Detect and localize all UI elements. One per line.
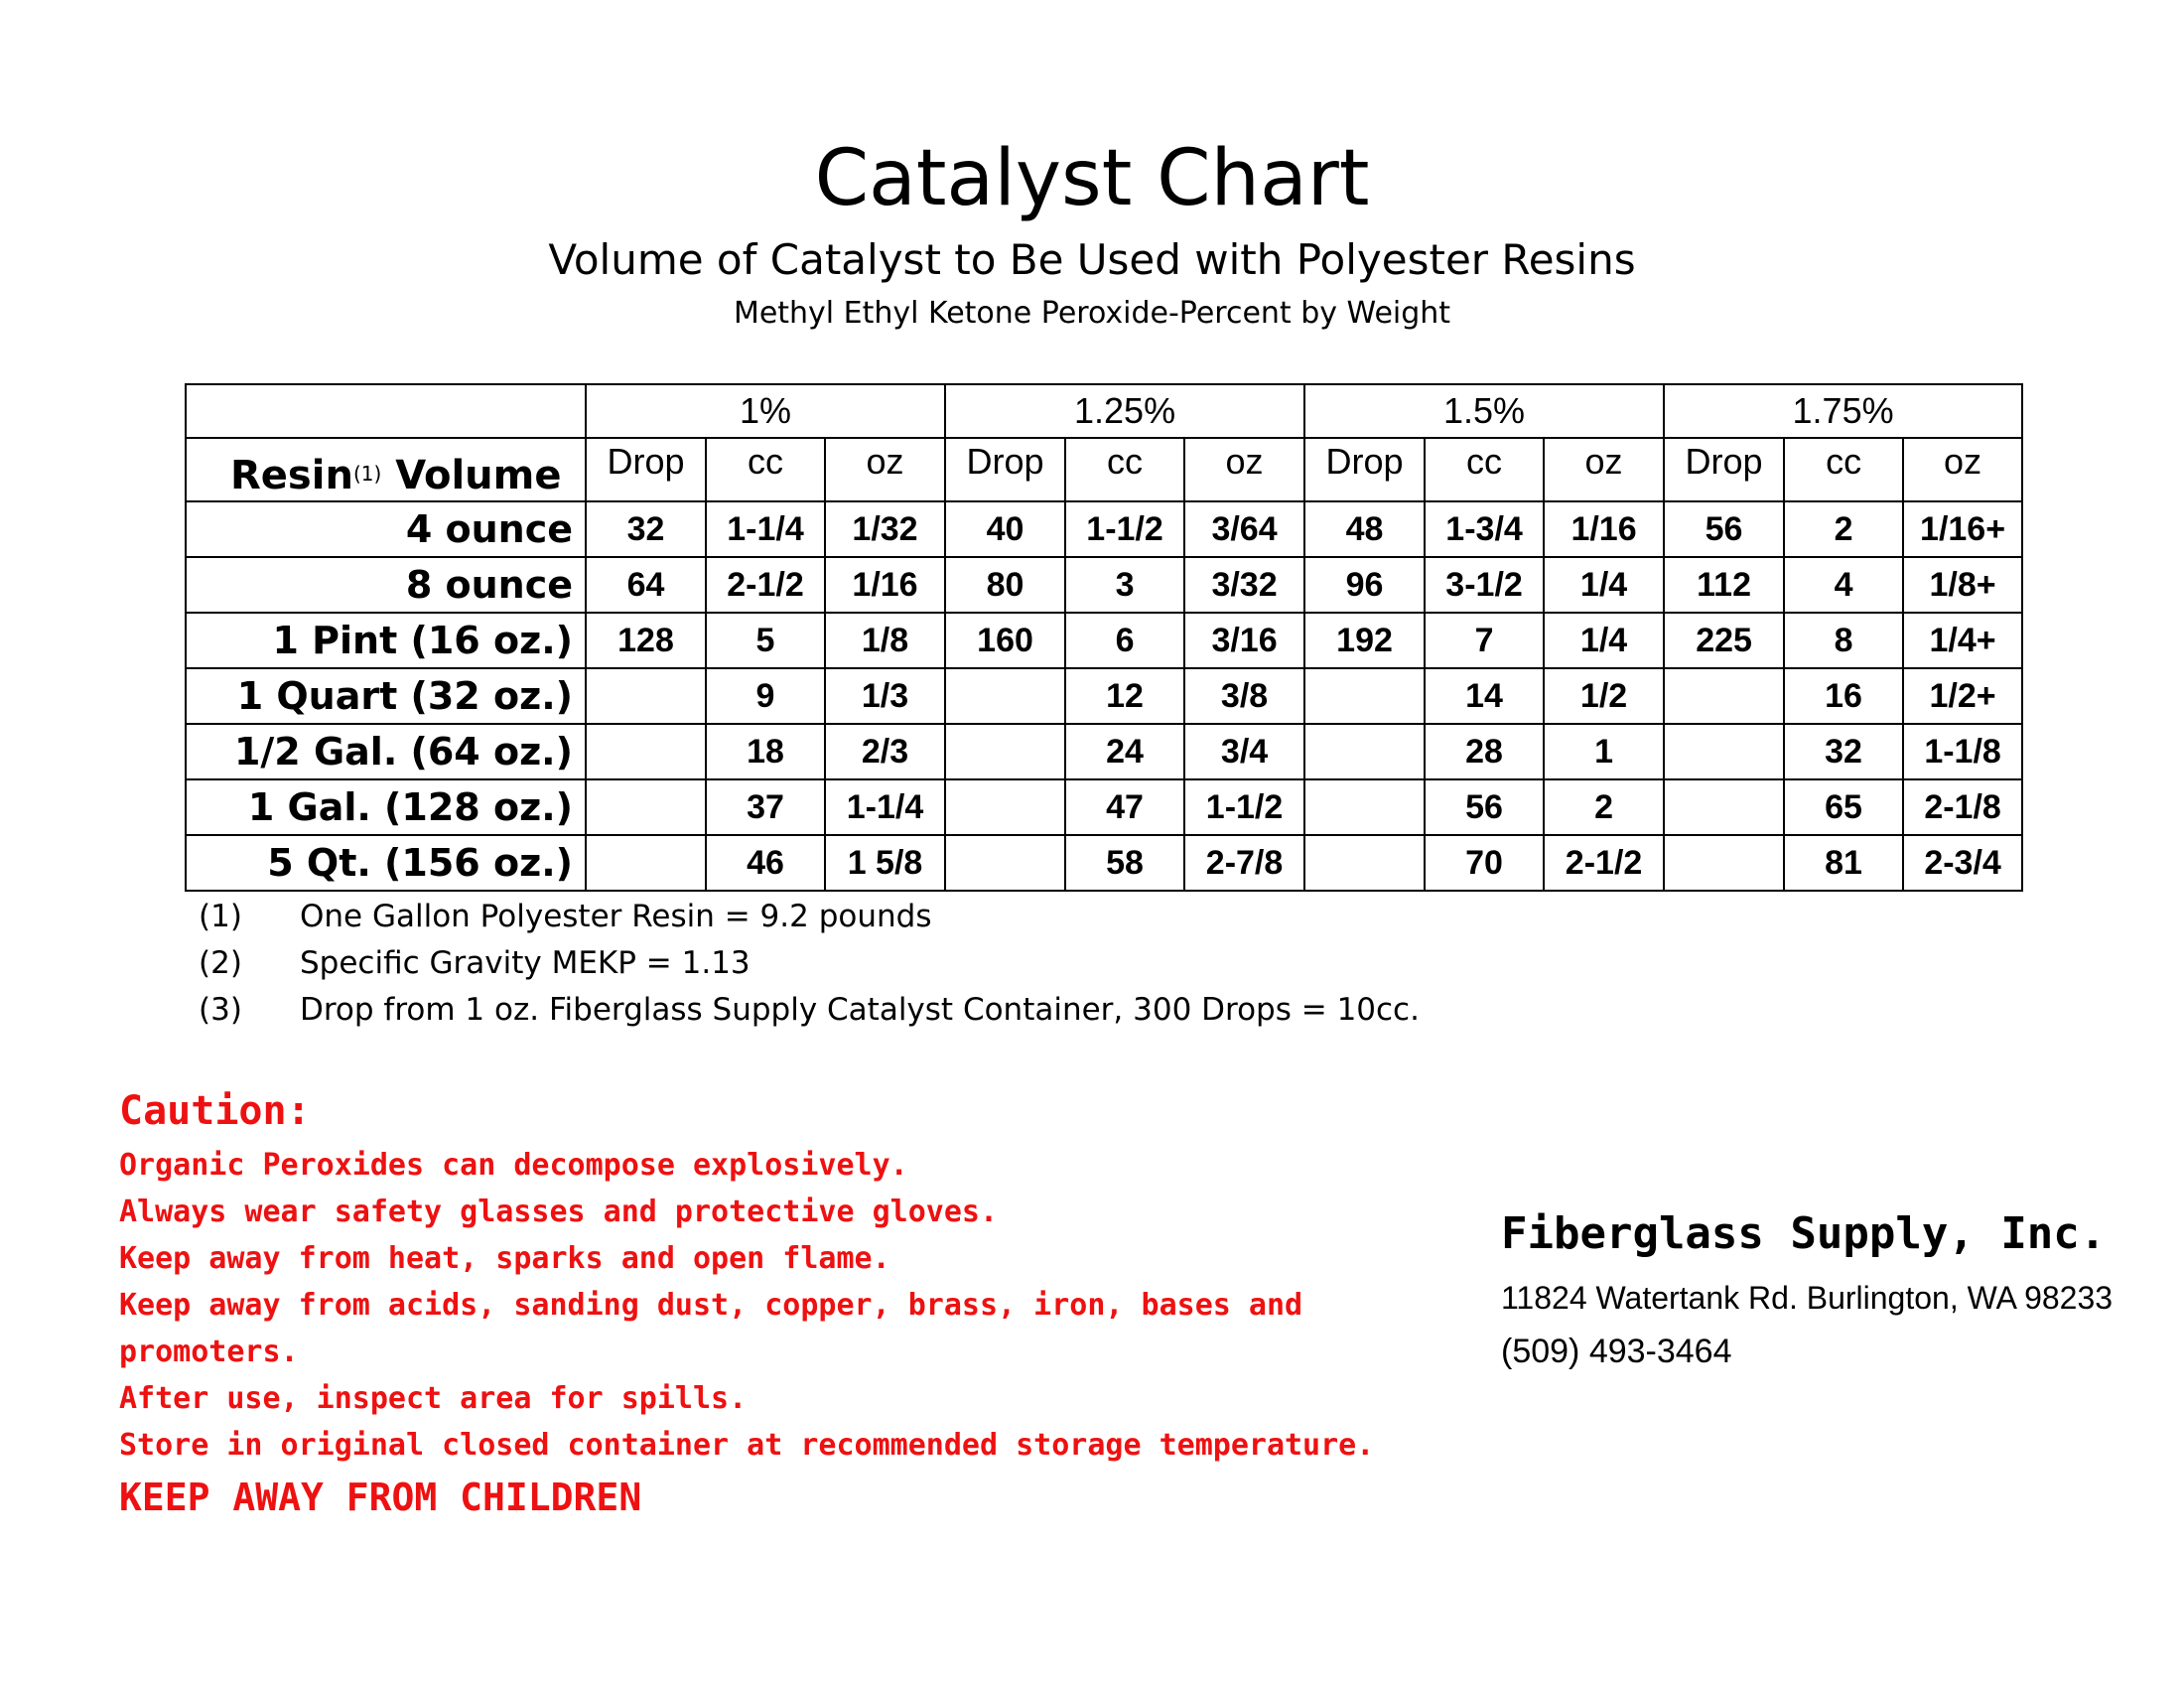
table-cell: 2-7/8 bbox=[1184, 835, 1304, 891]
table-cell: 1/16 bbox=[1544, 501, 1664, 557]
table-cell: 1/16 bbox=[825, 557, 945, 613]
unit-header: Drop bbox=[1304, 438, 1425, 501]
percent-header: 1.5% bbox=[1304, 384, 1664, 438]
table-cell bbox=[1664, 668, 1784, 724]
unit-header: Drop bbox=[586, 438, 706, 501]
table-cell: 32 bbox=[1784, 724, 1903, 779]
table-cell: 9 bbox=[706, 668, 825, 724]
table-cell bbox=[1304, 724, 1425, 779]
table-cell: 112 bbox=[1664, 557, 1784, 613]
table-cell bbox=[1304, 668, 1425, 724]
table-cell: 3 bbox=[1065, 557, 1184, 613]
table-cell: 192 bbox=[1304, 613, 1425, 668]
company-name: Fiberglass Supply, Inc. bbox=[1501, 1208, 2107, 1259]
resin-footnote-marker: (1) bbox=[352, 462, 382, 486]
unit-header: cc bbox=[706, 438, 825, 501]
footnote-text: Specific Gravity MEKP = 1.13 bbox=[300, 945, 751, 981]
resin-volume-label: 4 ounce bbox=[186, 501, 586, 557]
caution-line: Organic Peroxides can decompose explosively. bbox=[119, 1148, 908, 1183]
table-cell: 1-1/4 bbox=[706, 501, 825, 557]
table-cell bbox=[1304, 779, 1425, 835]
table-cell: 56 bbox=[1425, 779, 1544, 835]
catalyst-table-body bbox=[186, 384, 2022, 891]
table-cell: 3/8 bbox=[1184, 668, 1304, 724]
unit-header: cc bbox=[1425, 438, 1544, 501]
keep-away-warning: KEEP AWAY FROM CHILDREN bbox=[119, 1476, 642, 1519]
caution-line: Keep away from acids, sanding dust, copper, brass, iron, bases and bbox=[119, 1288, 1303, 1323]
table-cell: 1/2 bbox=[1544, 668, 1664, 724]
unit-header: oz bbox=[1544, 438, 1664, 501]
table-row bbox=[186, 557, 2022, 613]
company-phone: (509) 493-3464 bbox=[1501, 1333, 1732, 1370]
table-cell: 2-1/2 bbox=[706, 557, 825, 613]
footnotes bbox=[199, 894, 1985, 1034]
table-cell: 1-1/2 bbox=[1065, 501, 1184, 557]
table-cell: 1/16+ bbox=[1903, 501, 2022, 557]
table-cell: 64 bbox=[586, 557, 706, 613]
unit-header: Drop bbox=[945, 438, 1065, 501]
table-cell: 28 bbox=[1425, 724, 1544, 779]
table-row bbox=[186, 779, 2022, 835]
table-cell: 3-1/2 bbox=[1425, 557, 1544, 613]
page-subtitle: Volume of Catalyst to Be Used with Polyester Resins bbox=[548, 235, 1636, 284]
unit-header: oz bbox=[825, 438, 945, 501]
table-cell: 40 bbox=[945, 501, 1065, 557]
table-cell: 3/4 bbox=[1184, 724, 1304, 779]
table-cell: 1-1/8 bbox=[1903, 724, 2022, 779]
table-cell: 1/3 bbox=[825, 668, 945, 724]
footnote-number: (2) bbox=[199, 945, 242, 981]
table-row bbox=[186, 613, 2022, 668]
company-info bbox=[1501, 1203, 2176, 1376]
table-cell bbox=[1664, 835, 1784, 891]
table-cell: 3/64 bbox=[1184, 501, 1304, 557]
footnote bbox=[199, 940, 1985, 987]
percent-header: 1.75% bbox=[1664, 384, 2022, 438]
table-cell: 81 bbox=[1784, 835, 1903, 891]
table-cell: 24 bbox=[1065, 724, 1184, 779]
caution-line: Always wear safety glasses and protective gloves. bbox=[119, 1195, 999, 1229]
table-cell: 1 5/8 bbox=[825, 835, 945, 891]
table-corner-cell bbox=[186, 384, 586, 438]
footnote-text: Drop from 1 oz. Fiberglass Supply Catalyst Container, 300 Drops = 10cc. bbox=[300, 992, 1420, 1028]
unit-header: cc bbox=[1065, 438, 1184, 501]
resin-volume-label: 1 Pint (16 oz.) bbox=[186, 613, 586, 668]
table-cell: 225 bbox=[1664, 613, 1784, 668]
caution-lines bbox=[119, 1142, 1410, 1469]
caution-line: After use, inspect area for spills. bbox=[119, 1381, 748, 1416]
footnote-number: (3) bbox=[199, 992, 242, 1028]
unit-header-row bbox=[186, 438, 2022, 501]
caution-line: promoters. bbox=[119, 1335, 299, 1369]
table-cell: 18 bbox=[706, 724, 825, 779]
catalyst-table bbox=[185, 383, 2023, 892]
footnote bbox=[199, 987, 1985, 1034]
unit-header: oz bbox=[1184, 438, 1304, 501]
table-cell: 37 bbox=[706, 779, 825, 835]
unit-header: cc bbox=[1784, 438, 1903, 501]
table-cell bbox=[945, 779, 1065, 835]
table-cell: 3/16 bbox=[1184, 613, 1304, 668]
table-row bbox=[186, 724, 2022, 779]
table-cell: 14 bbox=[1425, 668, 1544, 724]
table-cell: 16 bbox=[1784, 668, 1903, 724]
table-cell bbox=[586, 779, 706, 835]
table-cell bbox=[945, 668, 1065, 724]
table-cell: 160 bbox=[945, 613, 1065, 668]
table-cell bbox=[1304, 835, 1425, 891]
table-cell: 47 bbox=[1065, 779, 1184, 835]
footnote bbox=[199, 894, 1985, 940]
table-cell: 2 bbox=[1784, 501, 1903, 557]
page-subsubtitle: Methyl Ethyl Ketone Peroxide-Percent by Weight bbox=[733, 296, 1451, 331]
table-cell: 1/2+ bbox=[1903, 668, 2022, 724]
table-cell: 128 bbox=[586, 613, 706, 668]
table-cell: 2 bbox=[1544, 779, 1664, 835]
table-cell: 58 bbox=[1065, 835, 1184, 891]
footnote-text: One Gallon Polyester Resin = 9.2 pounds bbox=[300, 899, 932, 934]
table-cell: 7 bbox=[1425, 613, 1544, 668]
caution-section bbox=[119, 1082, 1410, 1524]
table-cell bbox=[586, 835, 706, 891]
table-row bbox=[186, 668, 2022, 724]
table-cell: 2-3/4 bbox=[1903, 835, 2022, 891]
table-cell: 32 bbox=[586, 501, 706, 557]
resin-volume-label: 8 ounce bbox=[186, 557, 586, 613]
table-cell bbox=[1664, 724, 1784, 779]
unit-header: oz bbox=[1903, 438, 2022, 501]
resin-volume-label: 1 Gal. (128 oz.) bbox=[186, 779, 586, 835]
table-cell: 8 bbox=[1784, 613, 1903, 668]
table-cell: 12 bbox=[1065, 668, 1184, 724]
table-cell: 1/4+ bbox=[1903, 613, 2022, 668]
table-cell bbox=[586, 668, 706, 724]
resin-volume-label: 1 Quart (32 oz.) bbox=[186, 668, 586, 724]
table-cell bbox=[586, 724, 706, 779]
table-cell: 1/8 bbox=[825, 613, 945, 668]
table-cell: 4 bbox=[1784, 557, 1903, 613]
caution-line: Store in original closed container at recommended storage temperature. bbox=[119, 1428, 1375, 1463]
footnote-number: (1) bbox=[199, 899, 242, 934]
table-cell: 1/32 bbox=[825, 501, 945, 557]
table-cell: 1 bbox=[1544, 724, 1664, 779]
table-cell: 3/32 bbox=[1184, 557, 1304, 613]
table-cell: 70 bbox=[1425, 835, 1544, 891]
table-cell: 1/4 bbox=[1544, 557, 1664, 613]
table-cell: 6 bbox=[1065, 613, 1184, 668]
table-cell: 80 bbox=[945, 557, 1065, 613]
table-cell bbox=[945, 724, 1065, 779]
table-cell: 48 bbox=[1304, 501, 1425, 557]
table-cell: 2-1/2 bbox=[1544, 835, 1664, 891]
table-cell: 56 bbox=[1664, 501, 1784, 557]
caution-heading: Caution: bbox=[119, 1088, 311, 1134]
table-cell: 2-1/8 bbox=[1903, 779, 2022, 835]
table-cell: 1-1/4 bbox=[825, 779, 945, 835]
percent-header-row bbox=[186, 384, 2022, 438]
table-cell: 65 bbox=[1784, 779, 1903, 835]
table-cell: 1/8+ bbox=[1903, 557, 2022, 613]
resin-volume-label: 5 Qt. (156 oz.) bbox=[186, 835, 586, 891]
table-cell: 1-3/4 bbox=[1425, 501, 1544, 557]
unit-header: Drop bbox=[1664, 438, 1784, 501]
table-cell: 5 bbox=[706, 613, 825, 668]
resin-header-label: Resin bbox=[230, 453, 353, 498]
table-cell: 46 bbox=[706, 835, 825, 891]
company-address: 11824 Watertank Rd. Burlington, WA 98233 bbox=[1501, 1280, 2114, 1316]
table-row bbox=[186, 501, 2022, 557]
caution-line: Keep away from heat, sparks and open flame. bbox=[119, 1241, 890, 1276]
table-cell: 2/3 bbox=[825, 724, 945, 779]
resin-volume-header bbox=[186, 438, 586, 501]
table-cell: 96 bbox=[1304, 557, 1425, 613]
page-title: Catalyst Chart bbox=[814, 134, 1370, 223]
percent-header: 1.25% bbox=[945, 384, 1304, 438]
table-cell bbox=[1664, 779, 1784, 835]
table-row bbox=[186, 835, 2022, 891]
table-cell: 1/4 bbox=[1544, 613, 1664, 668]
table-cell bbox=[945, 835, 1065, 891]
resin-header-suffix: Volume bbox=[395, 453, 562, 498]
resin-volume-label: 1/2 Gal. (64 oz.) bbox=[186, 724, 586, 779]
table-cell: 1-1/2 bbox=[1184, 779, 1304, 835]
percent-header: 1% bbox=[586, 384, 945, 438]
